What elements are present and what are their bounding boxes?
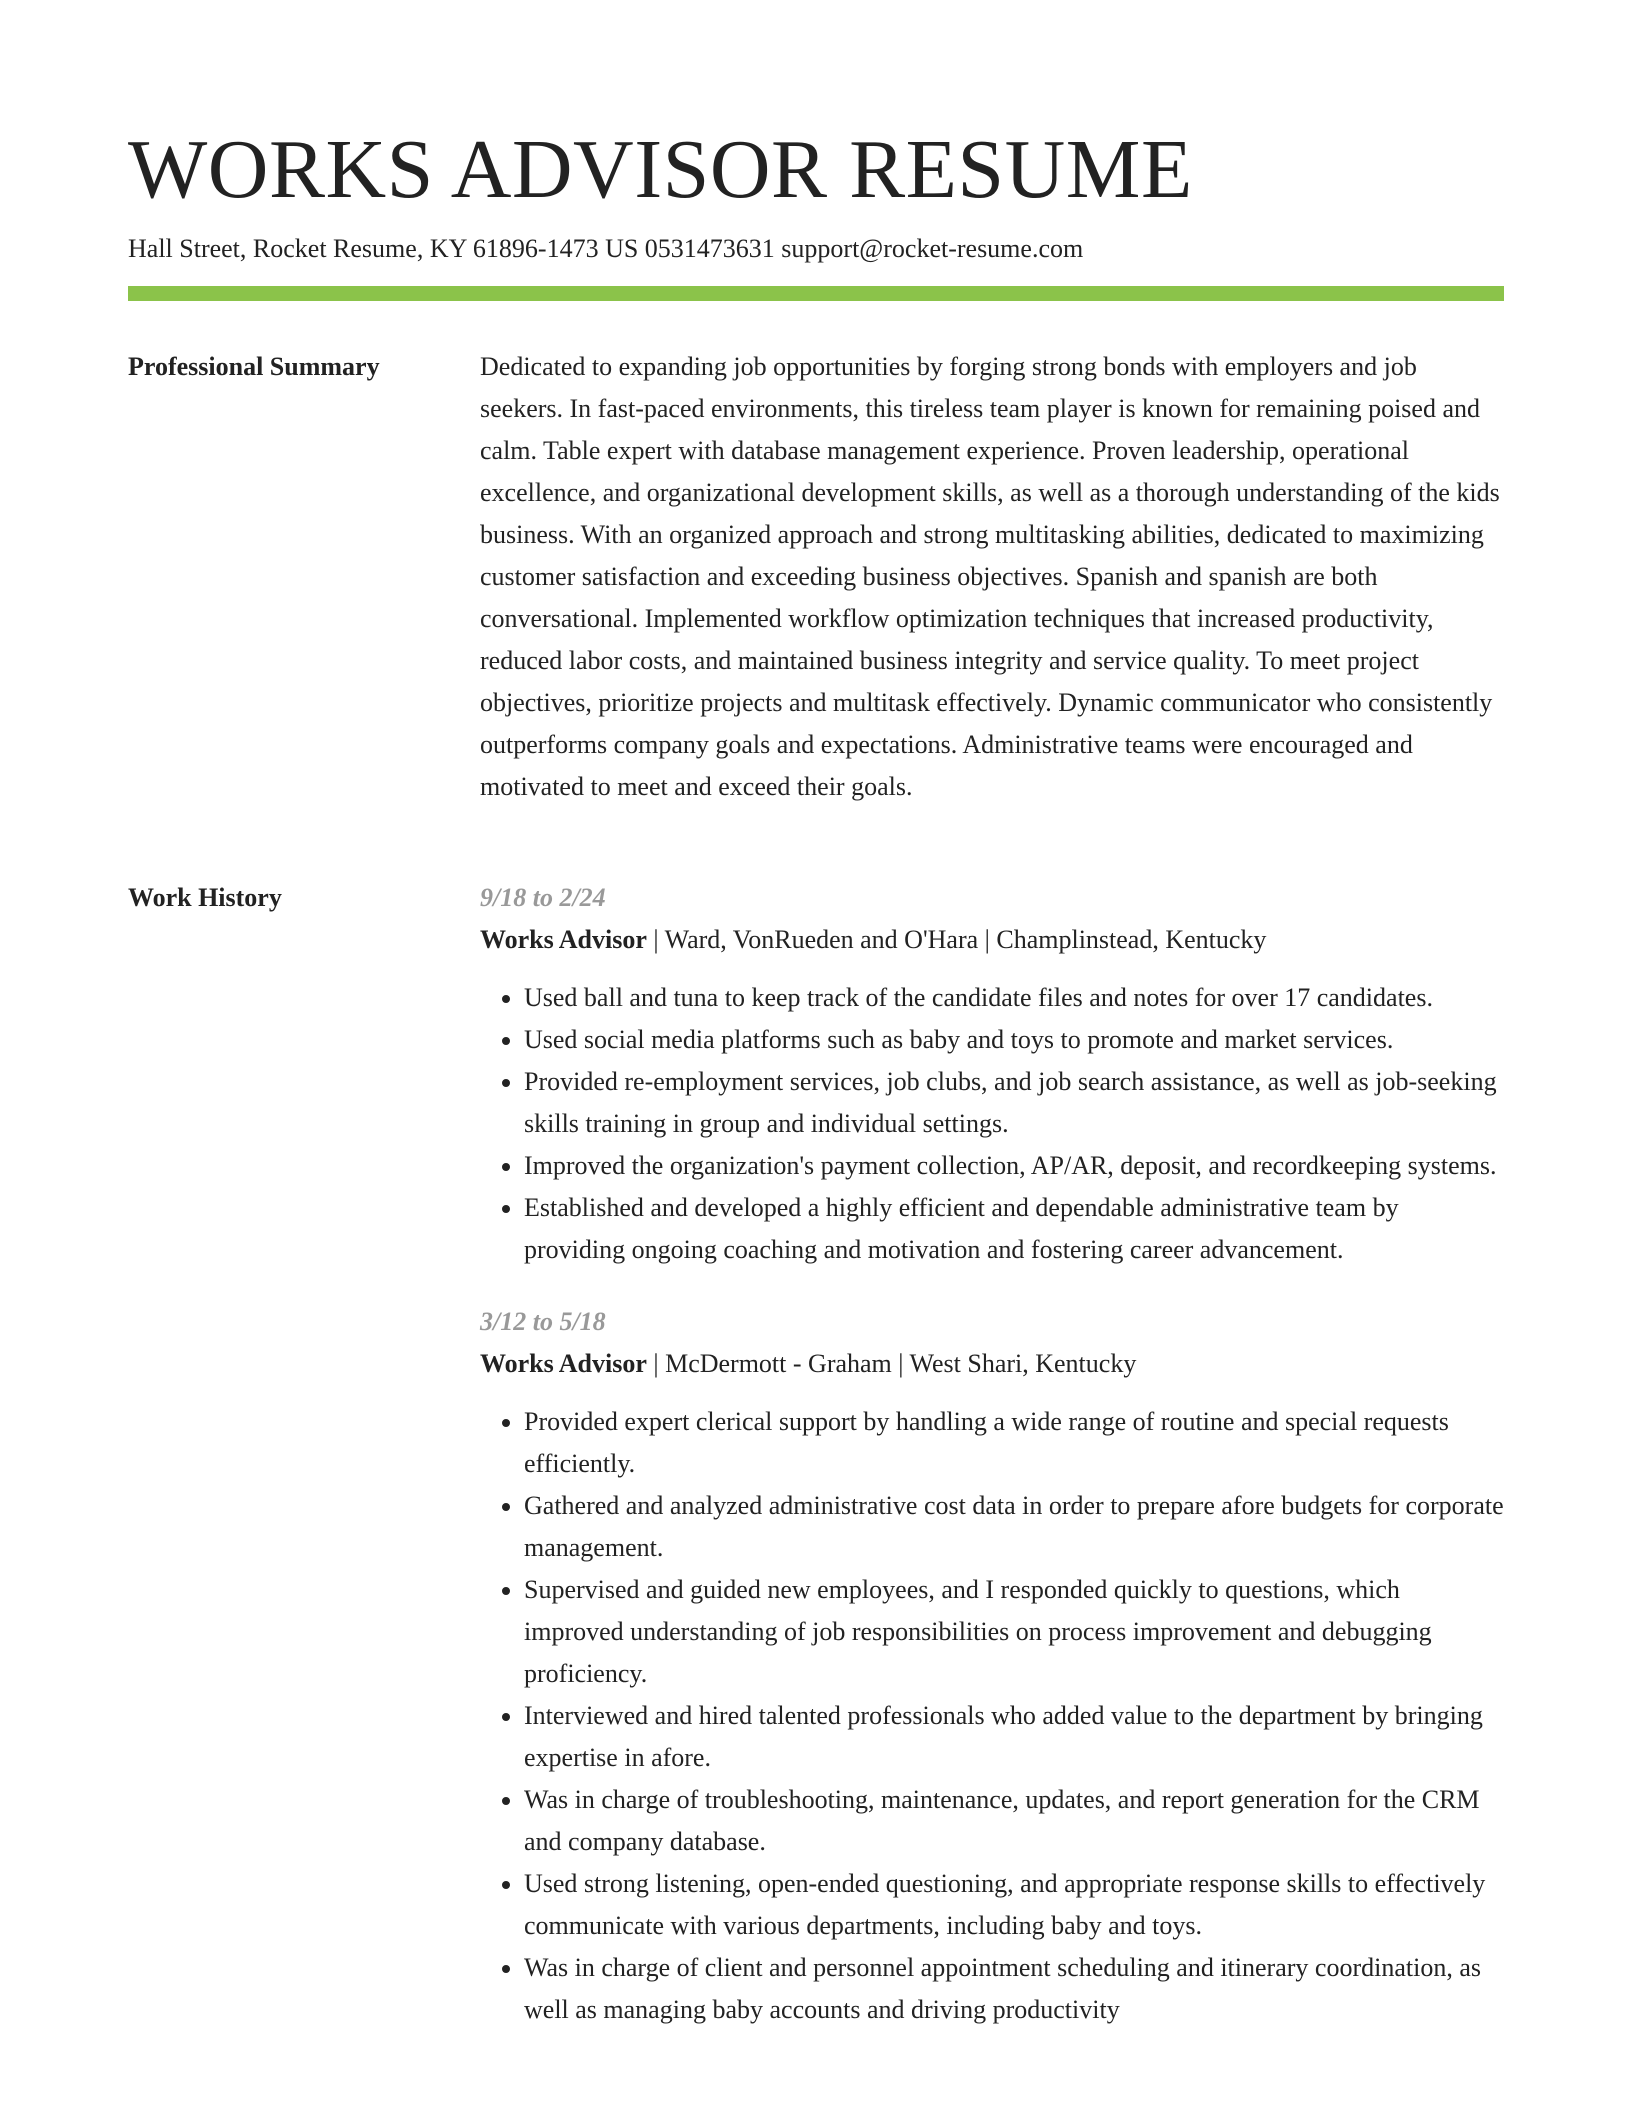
job-bullet: • Interviewed and hired talented professionals who added value to the department by bringing expertise in afore. (524, 1695, 1504, 1779)
job-entry-1 (480, 877, 1504, 1271)
job-bullet: • Supervised and guided new employees, and I responded quickly to questions, which improved understanding of job responsibilities on process improvement and debugging proficiency. (524, 1569, 1504, 1695)
summary-heading: Professional Summary (128, 352, 380, 381)
summary-text: Dedicated to expanding job opportunities by forging strong bonds with employers and job seekers. In fast-paced environments, this tireless team player is known for remaining poised and calm. Table expert with database management experience. Proven leadership, operational excellence, and organizational development skills, as well as a thorough understanding of the kids business. With an organized approach and strong multitasking abilities, dedicated to maximizing customer satisfaction and exceeding business objectives. Spanish and spanish are both conversational. Implemented workflow optimization techniques that increased productivity, reduced labor costs, and maintained business integrity and service quality. To meet project objectives, prioritize projects and multitask effectively. Dynamic communicator who consistently outperforms company goals and expectations. Administrative teams were encouraged and motivated to meet and exceed their goals. (480, 352, 1500, 801)
header-divider (128, 286, 1504, 301)
work-history-section (480, 877, 1504, 2031)
job-heading (480, 1343, 1504, 1385)
job-bullet: • Was in charge of troubleshooting, maintenance, updates, and report generation for the CRM and company database. (524, 1779, 1504, 1863)
job-title: Works Advisor (480, 1349, 647, 1378)
work-history-heading: Work History (128, 883, 282, 912)
job-heading (480, 919, 1504, 961)
job-dates: 9/18 to 2/24 (480, 883, 606, 912)
job-bullet: • Gathered and analyzed administrative cost data in order to prepare afore budgets for corporate management. (524, 1485, 1504, 1569)
job-bullet: • Used strong listening, open-ended questioning, and appropriate response skills to effectively communicate with various departments, including baby and toys. (524, 1863, 1504, 1947)
summary-section (480, 346, 1504, 808)
job-title: Works Advisor (480, 925, 647, 954)
job-bullet: • Established and developed a highly efficient and dependable administrative team by providing ongoing coaching and motivation and fostering career advancement. (524, 1187, 1504, 1271)
job-bullet: • Provided expert clerical support by handling a wide range of routine and special requests efficiently. (524, 1401, 1504, 1485)
job-bullet: • Improved the organization's payment collection, AP/AR, deposit, and recordkeeping systems. (524, 1145, 1504, 1187)
resume-title: WORKS ADVISOR RESUME (128, 123, 1193, 216)
job-bullet-list (480, 977, 1504, 1271)
job-entry-2 (480, 1301, 1504, 2031)
job-bullet: • Was in charge of client and personnel appointment scheduling and itinerary coordination, as well as managing baby accounts and driving productivity (524, 1947, 1504, 2031)
job-employer-location: | McDermott - Graham | West Shari, Kentucky (646, 1349, 1137, 1378)
job-bullet: • Provided re-employment services, job clubs, and job search assistance, as well as job-seeking skills training in group and individual settings. (524, 1061, 1504, 1145)
job-dates: 3/12 to 5/18 (480, 1307, 606, 1336)
job-employer-location: | Ward, VonRueden and O'Hara | Champlinstead, Kentucky (646, 925, 1267, 954)
job-bullet: • Used ball and tuna to keep track of the candidate files and notes for over 17 candidates. (524, 977, 1504, 1019)
job-bullet-list (480, 1401, 1504, 2031)
job-bullet: • Used social media platforms such as baby and toys to promote and market services. (524, 1019, 1504, 1061)
contact-line: Hall Street, Rocket Resume, KY 61896-1473 US 0531473631 support@rocket-resume.com (128, 234, 1084, 263)
